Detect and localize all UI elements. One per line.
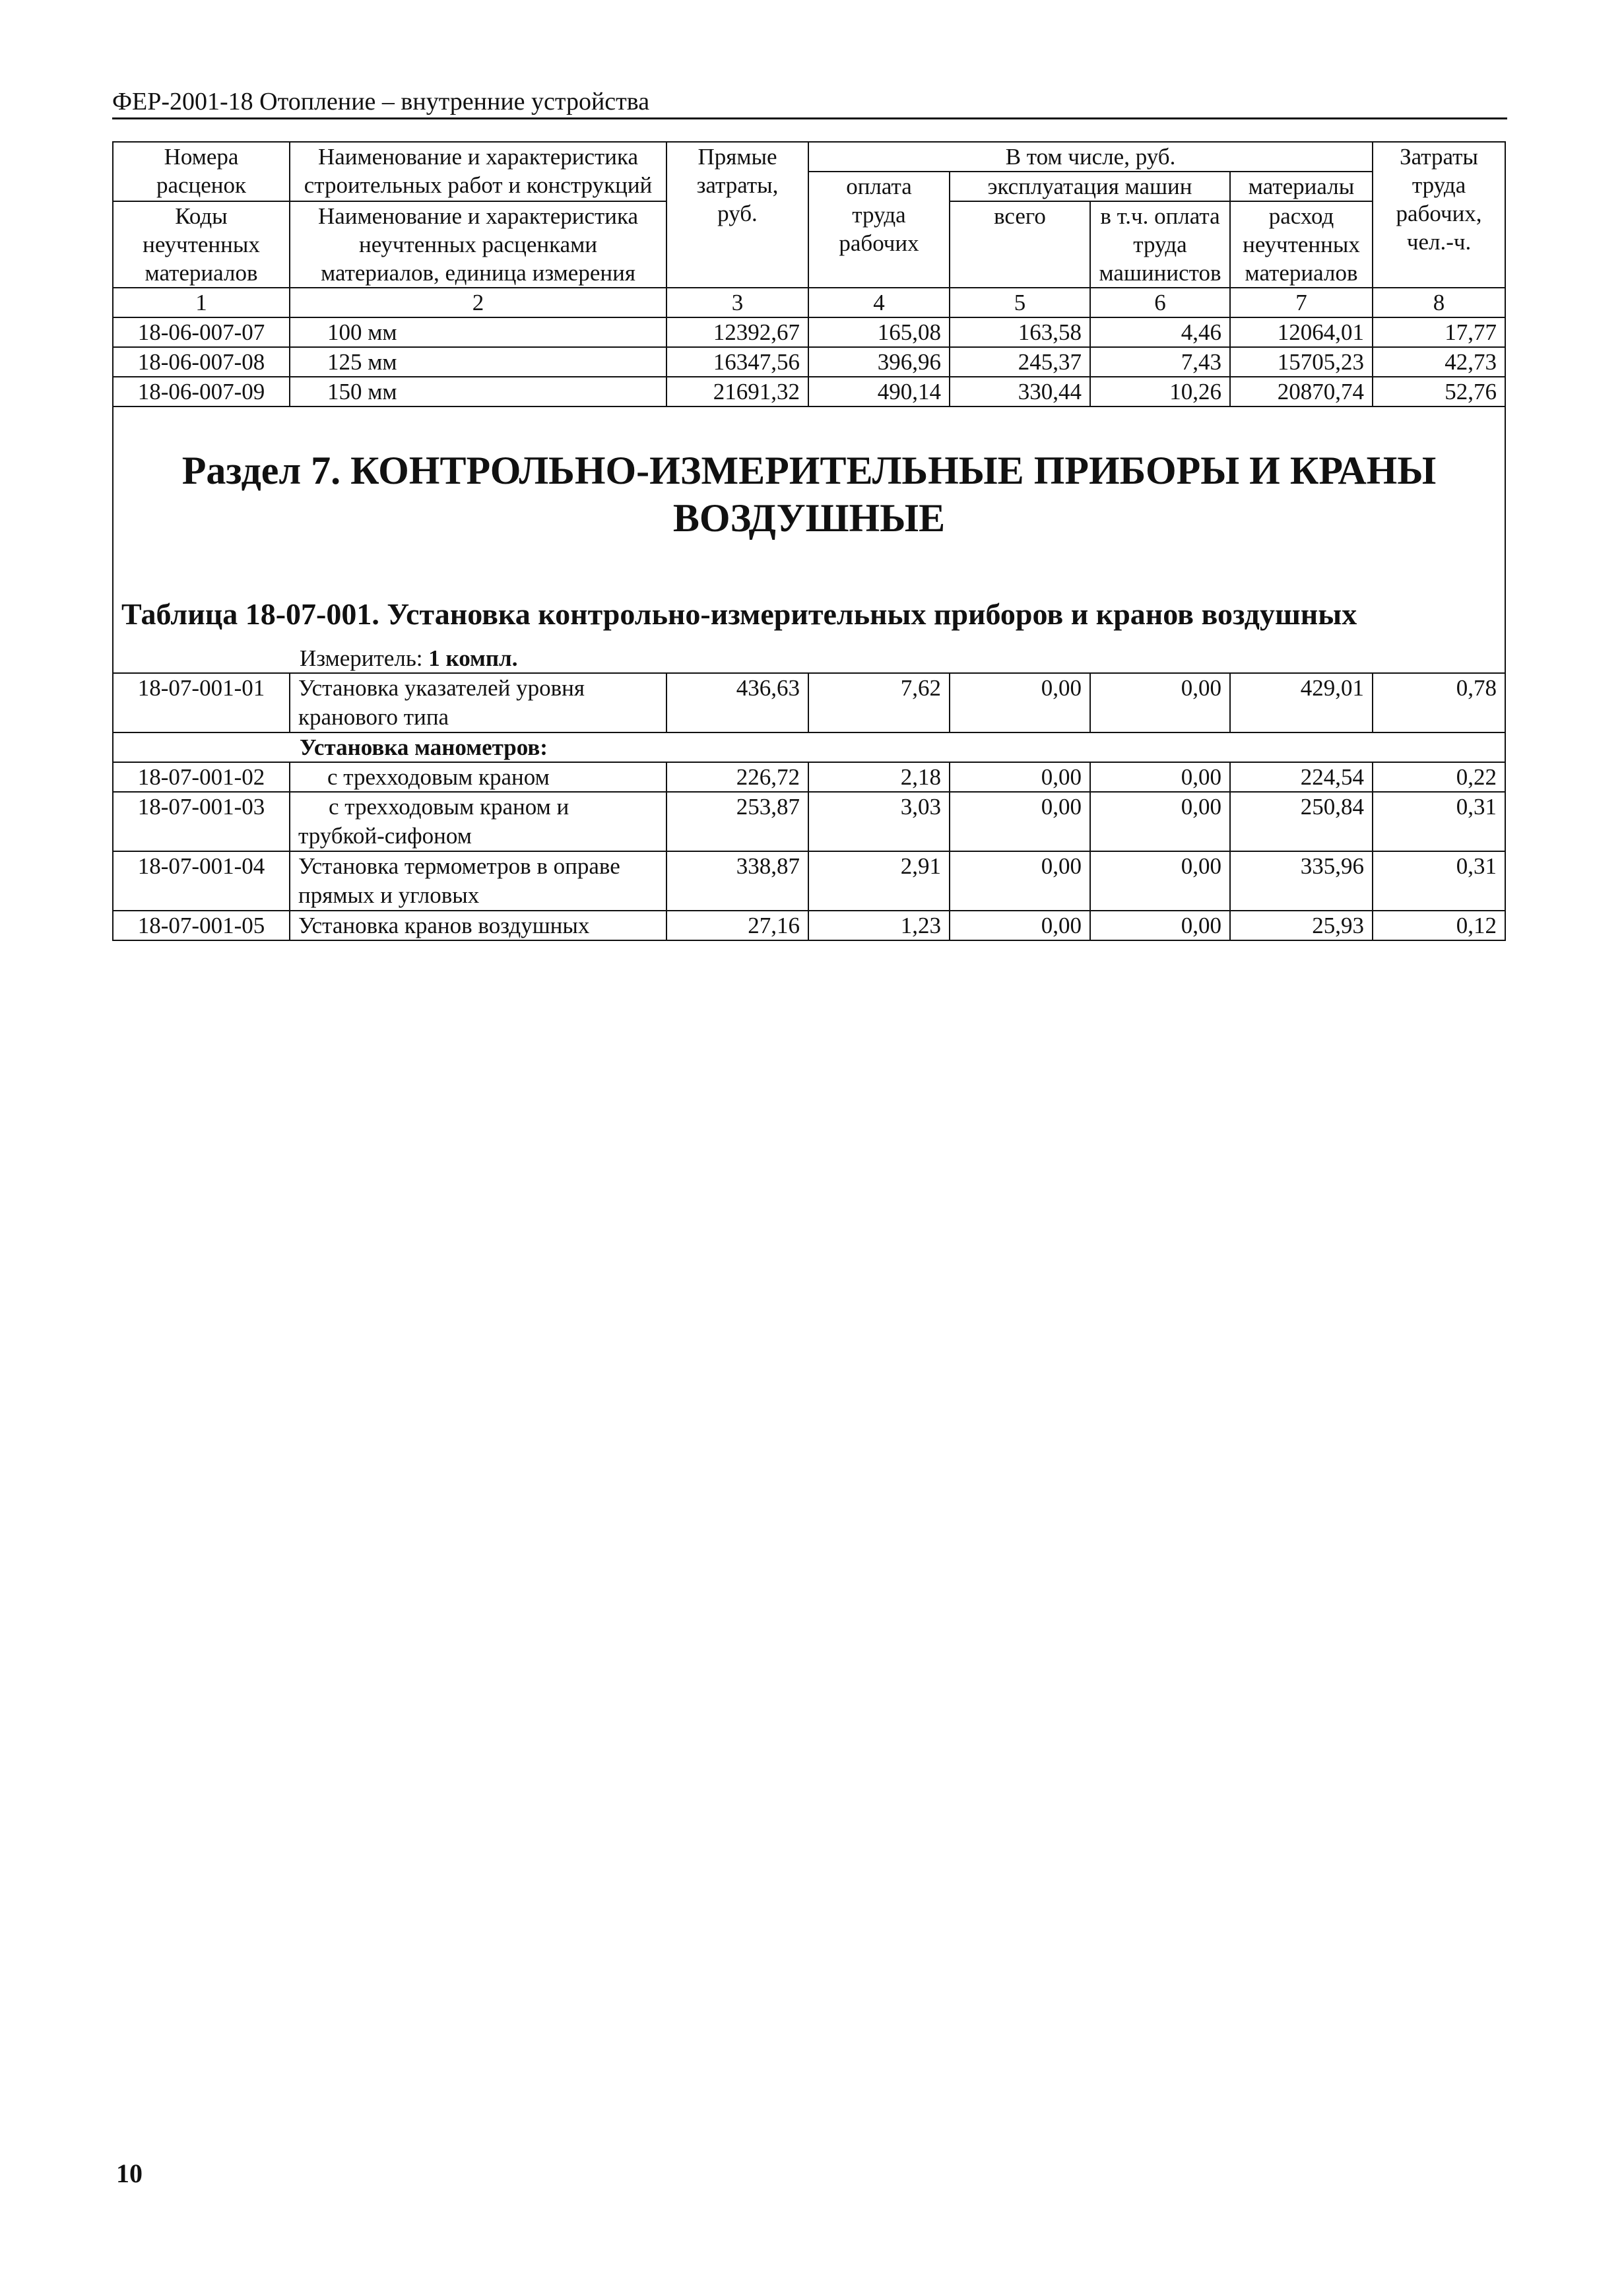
direct-costs: 436,63 — [666, 673, 808, 732]
table-row — [113, 317, 1505, 347]
labor-hours: 0,31 — [1373, 792, 1505, 851]
rate-name: 125 мм — [290, 347, 666, 377]
machines-total: 330,44 — [950, 377, 1090, 406]
column-number: 3 — [666, 288, 808, 317]
machinist-pay: 4,46 — [1090, 317, 1230, 347]
rate-code: 18-07-001-02 — [113, 762, 290, 792]
machinist-pay: 7,43 — [1090, 347, 1230, 377]
materials-cost: 224,54 — [1230, 762, 1373, 792]
direct-costs: 21691,32 — [666, 377, 808, 406]
page-number: 10 — [116, 2159, 143, 2188]
worker-pay: 396,96 — [808, 347, 950, 377]
section-title-line: Раздел 7. КОНТРОЛЬНО-ИЗМЕРИТЕЛЬНЫЕ ПРИБОРЫ И КРАНЫ — [181, 449, 1437, 492]
rate-code: 18-06-007-09 — [113, 377, 290, 406]
table-title: Таблица 18-07-001. Установка контрольно-измерительных приборов и кранов воздушных — [121, 597, 1357, 631]
rate-code: 18-07-001-03 — [113, 792, 290, 851]
machinist-pay: 0,00 — [1090, 762, 1230, 792]
header-unaccounted-name: Наименование и характеристика неучтенных расценками материалов, единица измерения — [290, 201, 666, 288]
header-machine-operation: эксплуатация машин — [950, 172, 1230, 201]
header-materials: материалы — [1230, 172, 1373, 201]
table-row — [113, 347, 1505, 377]
labor-hours: 0,31 — [1373, 851, 1505, 911]
header-work-name: Наименование и характеристика строительных работ и конструкций — [290, 142, 666, 201]
machinist-pay: 0,00 — [1090, 673, 1230, 732]
column-number: 8 — [1373, 288, 1505, 317]
table-row — [113, 792, 1505, 851]
materials-cost: 20870,74 — [1230, 377, 1373, 406]
machinist-pay: 0,00 — [1090, 792, 1230, 851]
rate-name: 100 мм — [290, 317, 666, 347]
direct-costs: 27,16 — [666, 911, 808, 940]
column-number: 1 — [113, 288, 290, 317]
table-row — [113, 762, 1505, 792]
section-title — [121, 447, 1497, 542]
column-number: 2 — [290, 288, 666, 317]
measure-unit — [300, 645, 1497, 672]
rate-code: 18-07-001-04 — [113, 851, 290, 911]
table-row — [113, 851, 1505, 911]
materials-cost: 335,96 — [1230, 851, 1373, 911]
worker-pay: 2,18 — [808, 762, 950, 792]
worker-pay: 165,08 — [808, 317, 950, 347]
rate-code: 18-06-007-07 — [113, 317, 290, 347]
table-row — [113, 673, 1505, 732]
header-worker-pay: оплата труда рабочих — [808, 172, 950, 288]
labor-hours: 0,12 — [1373, 911, 1505, 940]
materials-cost: 250,84 — [1230, 792, 1373, 851]
header-rate-numbers: Номера расценок — [113, 142, 290, 201]
rate-code: 18-07-001-01 — [113, 673, 290, 732]
column-number: 4 — [808, 288, 950, 317]
materials-cost: 429,01 — [1230, 673, 1373, 732]
materials-cost: 25,93 — [1230, 911, 1373, 940]
labor-hours: 0,78 — [1373, 673, 1505, 732]
header-machinist-pay: в т.ч. оплата труда машинистов — [1090, 201, 1230, 288]
machinist-pay: 0,00 — [1090, 851, 1230, 911]
section-title-line: ВОЗДУШНЫЕ — [672, 496, 946, 540]
column-number: 7 — [1230, 288, 1373, 317]
machines-total: 0,00 — [950, 911, 1090, 940]
column-number: 6 — [1090, 288, 1230, 317]
table-row — [113, 377, 1505, 406]
rates-table — [112, 141, 1506, 941]
measure-value: 1 компл. — [428, 645, 518, 671]
direct-costs: 253,87 — [666, 792, 808, 851]
direct-costs: 338,87 — [666, 851, 808, 911]
rate-name: Установка указателей уровня кранового типа — [290, 673, 666, 732]
section-heading-block — [113, 406, 1505, 673]
machinist-pay: 0,00 — [1090, 911, 1230, 940]
rate-name: Установка кранов воздушных — [290, 911, 666, 940]
machines-total: 245,37 — [950, 347, 1090, 377]
machines-total: 0,00 — [950, 851, 1090, 911]
header-labor-hours: Затраты труда рабочих, чел.-ч. — [1373, 142, 1505, 288]
header-unaccounted-materials: расход неучтенных материалов — [1230, 201, 1373, 288]
measure-label: Измеритель: — [300, 645, 423, 671]
header-including: В том числе, руб. — [808, 142, 1373, 172]
worker-pay: 2,91 — [808, 851, 950, 911]
worker-pay: 7,62 — [808, 673, 950, 732]
worker-pay: 3,03 — [808, 792, 950, 851]
column-number: 5 — [950, 288, 1090, 317]
labor-hours: 42,73 — [1373, 347, 1505, 377]
machinist-pay: 10,26 — [1090, 377, 1230, 406]
labor-hours: 17,77 — [1373, 317, 1505, 347]
header-machines-total: всего — [950, 201, 1090, 288]
group-heading-text: Установка манометров: — [300, 734, 548, 760]
direct-costs: 16347,56 — [666, 347, 808, 377]
materials-cost: 12064,01 — [1230, 317, 1373, 347]
direct-costs: 226,72 — [666, 762, 808, 792]
rate-name: Установка термометров в оправе прямых и угловых — [290, 851, 666, 911]
rate-code: 18-06-007-08 — [113, 347, 290, 377]
labor-hours: 0,22 — [1373, 762, 1505, 792]
rate-name: с трехходовым краном — [290, 762, 666, 792]
machines-total: 0,00 — [950, 673, 1090, 732]
machines-total: 0,00 — [950, 762, 1090, 792]
worker-pay: 490,14 — [808, 377, 950, 406]
rate-name: 150 мм — [290, 377, 666, 406]
table-row — [113, 911, 1505, 940]
machines-total: 163,58 — [950, 317, 1090, 347]
header-direct-costs: Прямые затраты, руб. — [666, 142, 808, 288]
running-header: ФЕР-2001-18 Отопление – внутренние устройства — [112, 87, 1507, 119]
machines-total: 0,00 — [950, 792, 1090, 851]
materials-cost: 15705,23 — [1230, 347, 1373, 377]
header-unaccounted-codes: Коды неучтенных материалов — [113, 201, 290, 288]
worker-pay: 1,23 — [808, 911, 950, 940]
group-row — [113, 732, 1505, 762]
rate-name: с трехходовым краном и трубкой-сифоном — [290, 792, 666, 851]
direct-costs: 12392,67 — [666, 317, 808, 347]
rate-code: 18-07-001-05 — [113, 911, 290, 940]
labor-hours: 52,76 — [1373, 377, 1505, 406]
group-heading — [113, 732, 1505, 762]
